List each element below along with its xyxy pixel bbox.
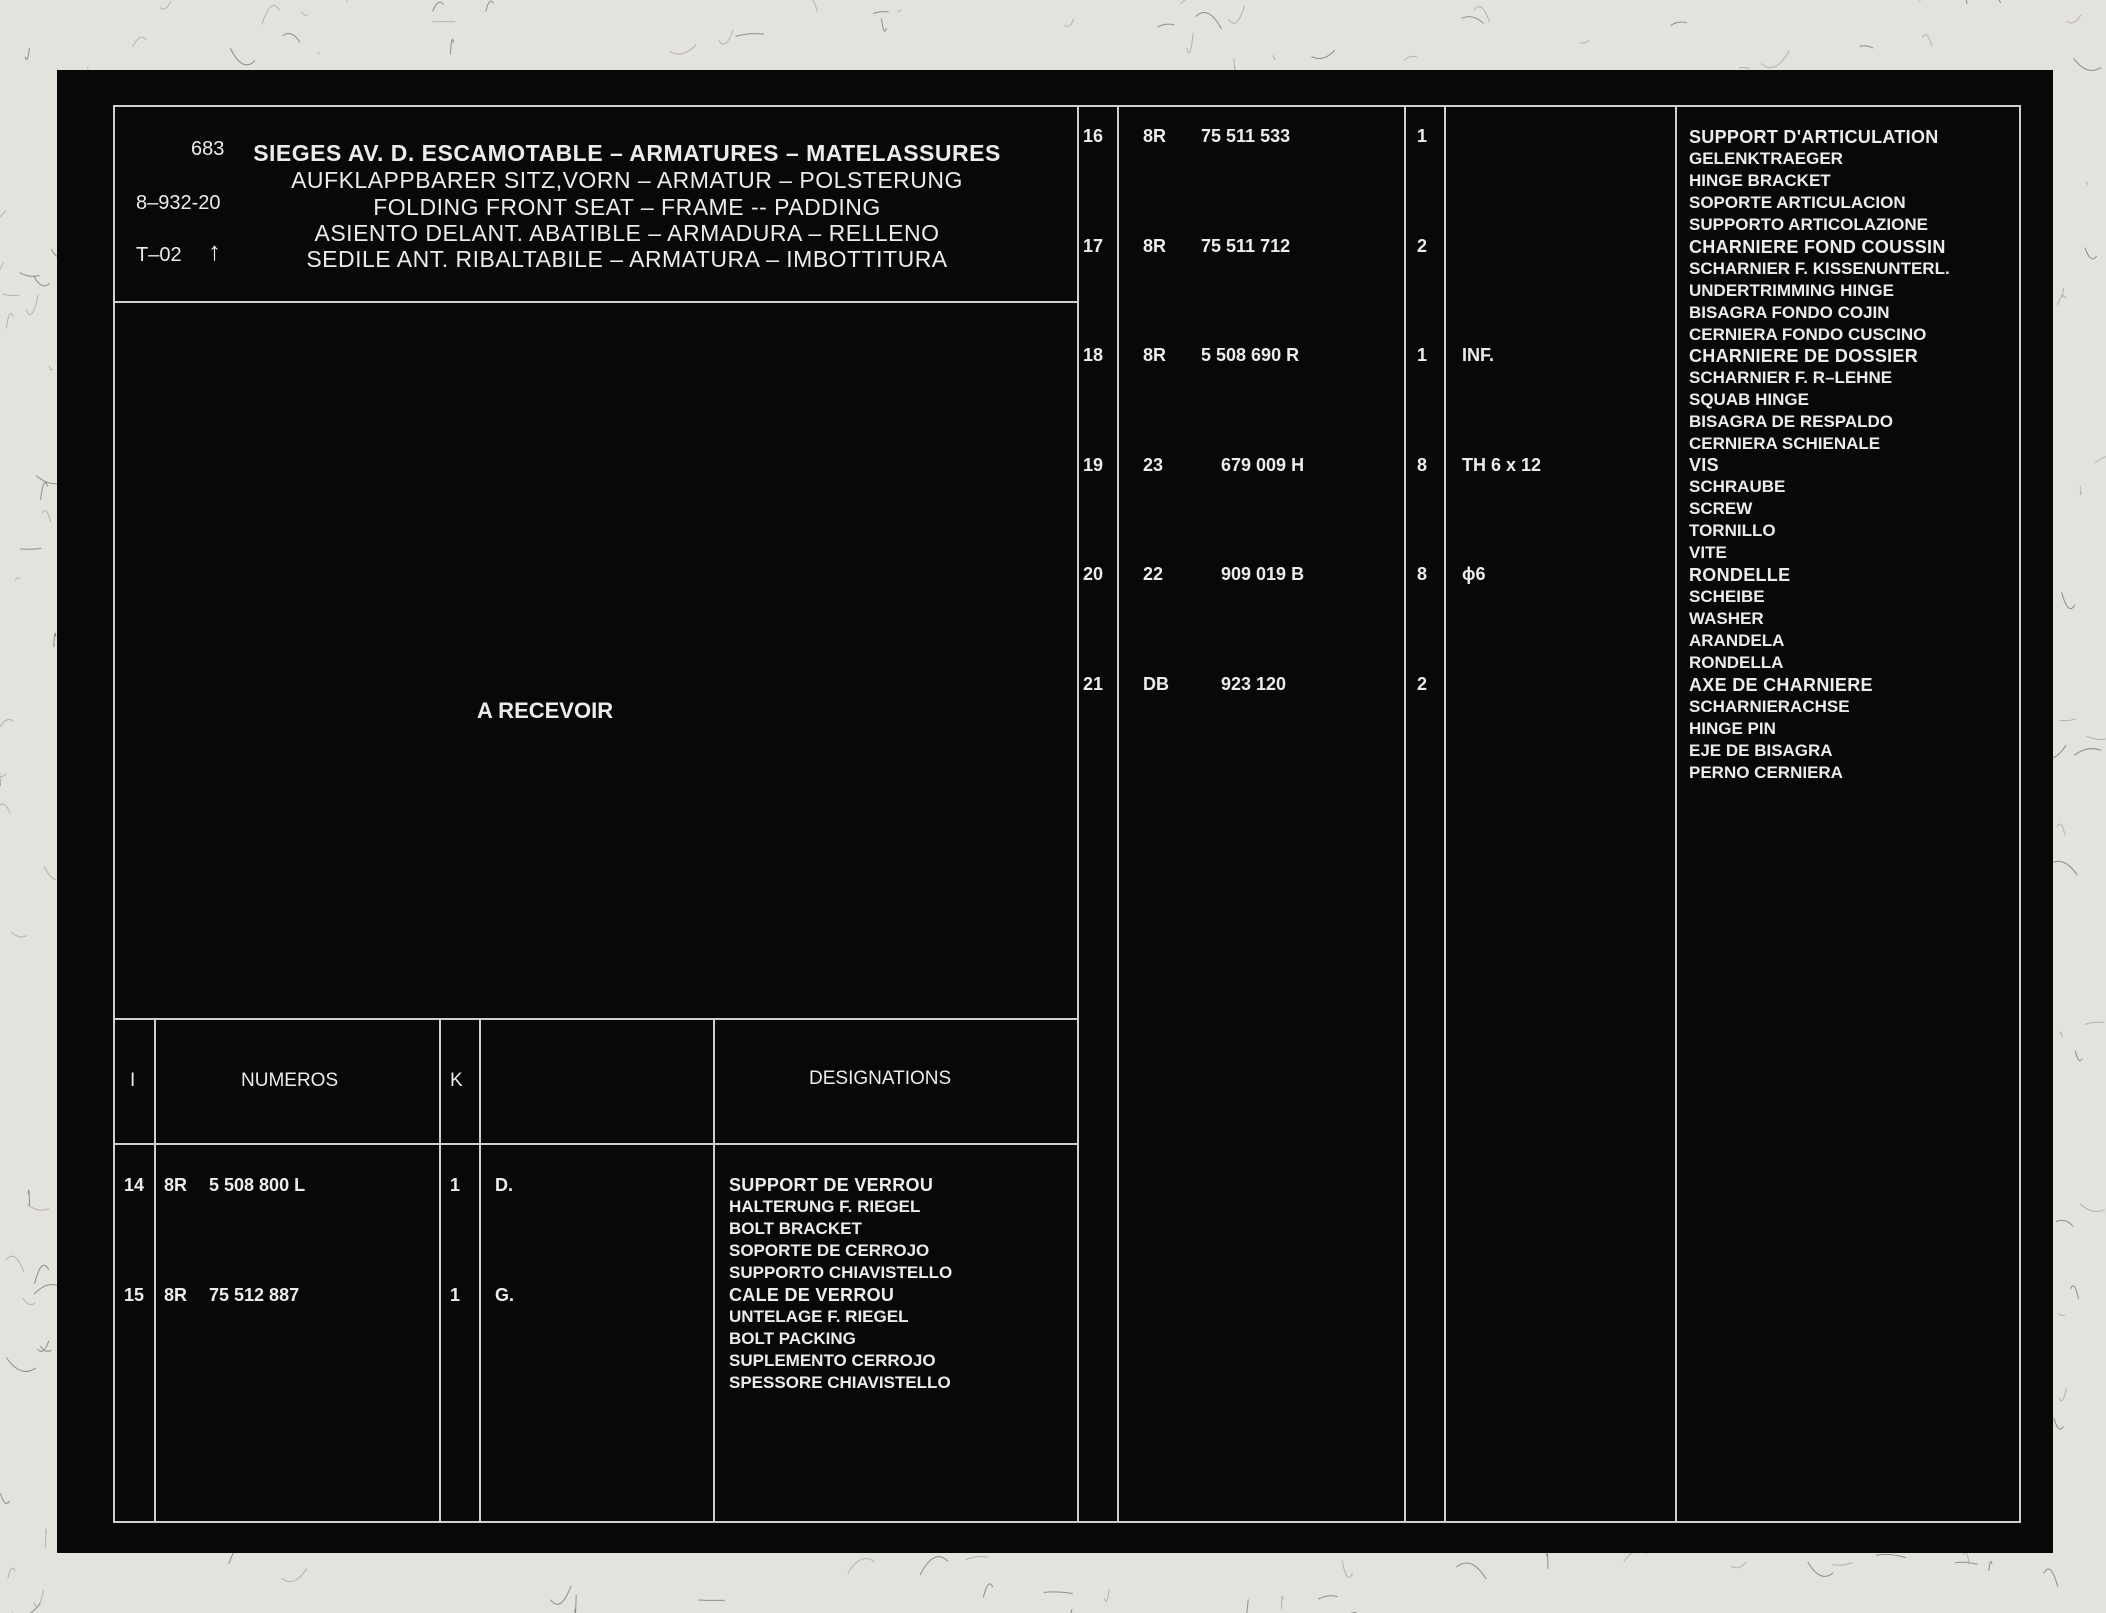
part-index: 15 [124,1285,145,1305]
part-qty: 1 [450,1175,461,1195]
part-prefix: 8R [1143,345,1167,365]
part-note: D. [495,1175,513,1195]
col-head-qty: K [450,1070,463,1091]
designation-fr: RONDELLE [1689,565,1791,585]
title-de: AUFKLAPPBARER SITZ,VORN – ARMATUR – POLSTERUNG [291,167,963,193]
part-designations [1689,454,1785,564]
designation-en: UNDERTRIMMING HINGE [1689,281,1894,300]
col-head-designations: DESIGNATIONS [809,1068,952,1089]
designation-es: SOPORTE DE CERROJO [729,1241,930,1260]
col-head-numbers: NUMEROS [241,1070,339,1091]
col-line-2 [439,1018,441,1523]
part-number: 5 508 800 L [209,1175,306,1195]
part-index: 17 [1083,236,1104,256]
part-prefix: 8R [1143,126,1167,146]
title-es: ASIENTO DELANT. ABATIBLE – ARMADURA – RELLENO [314,220,940,246]
designation-en: BOLT PACKING [729,1329,856,1348]
part-index: 20 [1083,564,1104,584]
part-index: 21 [1083,674,1104,694]
part-designations [1689,345,1918,455]
part-prefix: 8R [164,1175,188,1195]
part-qty: 1 [450,1285,461,1305]
part-note: TH 6 x 12 [1462,455,1542,475]
designation-en: BOLT BRACKET [729,1219,862,1238]
part-qty: 1 [1417,345,1428,365]
part-qty: 8 [1417,455,1428,475]
col-line-8 [1675,105,1677,1523]
illustration-placeholder: A RECEVOIR [477,698,614,723]
designation-de: SCHRAUBE [1689,477,1786,496]
up-arrow-icon: ↑ [208,236,221,266]
designation-fr: VIS [1689,455,1719,475]
part-qty: 8 [1417,564,1428,584]
designation-de: GELENKTRAEGER [1689,149,1843,168]
col-line-7 [1444,105,1446,1523]
designation-de: SCHARNIERACHSE [1689,697,1850,716]
part-designations [1689,564,1790,674]
designation-es: SOPORTE ARTICULACION [1689,193,1906,212]
title-fr: SIEGES AV. D. ESCAMOTABLE – ARMATURES – MATELASSURES [253,140,1001,166]
designation-it: PERNO CERNIERA [1689,763,1843,782]
part-number: 923 120 [1221,674,1287,694]
designation-es: SUPLEMENTO CERROJO [729,1351,936,1370]
parts-catalog-sheet [57,70,2053,1553]
designation-fr: CALE DE VERROU [729,1285,895,1305]
divider-colheads [113,1143,1079,1145]
col-line-5 [1117,105,1119,1523]
designation-es: BISAGRA DE RESPALDO [1689,412,1894,431]
designation-de: UNTELAGE F. RIEGEL [729,1307,909,1326]
designation-fr: CHARNIERE DE DOSSIER [1689,346,1919,366]
designation-it: RONDELLA [1689,653,1784,672]
part-note: ϕ6 [1462,564,1486,584]
reference-number: 8–932-20 [136,192,221,214]
part-index: 14 [124,1175,145,1195]
designation-es: BISAGRA FONDO COJIN [1689,303,1890,322]
title-it: SEDILE ANT. RIBALTABILE – ARMATURA – IMBOTTITURA [306,246,948,272]
part-number: 5 508 690 R [1201,345,1300,365]
part-prefix: 8R [164,1285,188,1305]
designation-it: SPESSORE CHIAVISTELLO [729,1373,951,1392]
col-line-6 [1404,105,1406,1523]
part-number: 75 511 712 [1201,236,1291,256]
part-index: 16 [1083,126,1104,146]
part-number: 75 511 533 [1201,126,1291,146]
part-index: 18 [1083,345,1104,365]
part-designations [729,1284,951,1394]
designation-de: SCHARNIER F. KISSENUNTERL. [1689,259,1950,278]
title-en: FOLDING FRONT SEAT – FRAME -- PADDING [373,194,881,220]
part-number: 909 019 B [1221,564,1305,584]
designation-fr: AXE DE CHARNIERE [1689,675,1873,695]
col-line-4 [713,1018,715,1523]
part-qty: 1 [1417,126,1428,146]
plate-number: 683 [191,138,225,160]
designation-it: VITE [1689,543,1727,562]
part-prefix: 22 [1143,564,1164,584]
designation-de: SCHARNIER F. R–LEHNE [1689,368,1893,387]
designation-en: SCREW [1689,499,1753,518]
divider-header [113,301,1079,303]
designation-es: EJE DE BISAGRA [1689,741,1833,760]
tariff-code: T–02 [136,244,182,266]
col-head-index: I [130,1070,136,1091]
col-line-3 [479,1018,481,1523]
part-note: INF. [1462,345,1495,365]
designation-fr: SUPPORT D'ARTICULATION [1689,127,1939,147]
designation-en: HINGE BRACKET [1689,171,1831,190]
part-number: 75 512 887 [209,1285,300,1305]
designation-en: SQUAB HINGE [1689,390,1809,409]
part-qty: 2 [1417,236,1428,256]
designation-de: HALTERUNG F. RIEGEL [729,1197,921,1216]
designation-it: CERNIERA SCHIENALE [1689,434,1881,453]
designation-es: TORNILLO [1689,521,1776,540]
part-index: 19 [1083,455,1104,475]
designation-it: CERNIERA FONDO CUSCINO [1689,325,1927,344]
designation-it: SUPPORTO CHIAVISTELLO [729,1263,953,1282]
part-designations [1689,126,1939,236]
designation-es: ARANDELA [1689,631,1785,650]
part-qty: 2 [1417,674,1428,694]
divider-left-panel [1077,105,1079,1523]
col-line-1 [154,1018,156,1523]
designation-en: HINGE PIN [1689,719,1776,738]
designation-fr: CHARNIERE FOND COUSSIN [1689,237,1946,257]
part-prefix: 8R [1143,236,1167,256]
part-note: G. [495,1285,515,1305]
part-prefix: DB [1143,674,1169,694]
part-designations [1689,674,1873,784]
designation-de: SCHEIBE [1689,587,1765,606]
designation-fr: SUPPORT DE VERROU [729,1175,934,1195]
part-prefix: 23 [1143,455,1164,475]
designation-it: SUPPORTO ARTICOLAZIONE [1689,215,1928,234]
part-number: 679 009 H [1221,455,1305,475]
divider-illustration [113,1018,1079,1020]
designation-en: WASHER [1689,609,1764,628]
part-designations [1689,236,1950,346]
part-designations [729,1174,952,1284]
